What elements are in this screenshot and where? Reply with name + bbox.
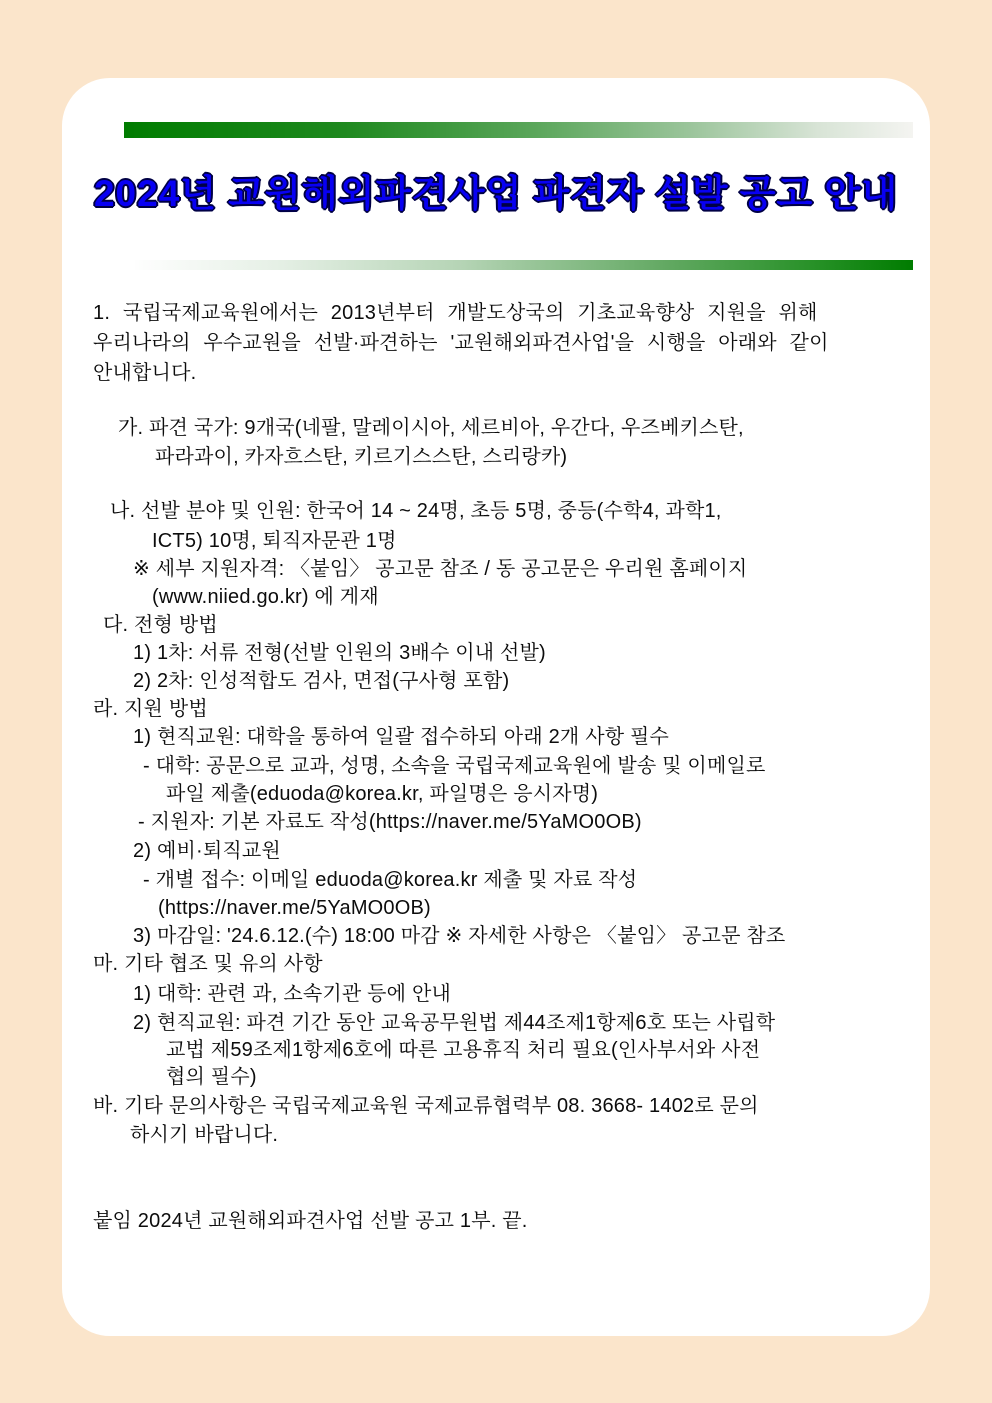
doc-line-da-heading: 다. 전형 방법	[103, 614, 218, 636]
doc-line-ra-2: 2) 예비·퇴직교원	[133, 840, 281, 862]
doc-line-ma-2: 2) 현직교원: 파견 기간 동안 교육공무원법 제44조제1항제6호 또는 사립학	[133, 1012, 776, 1034]
bottom-gradient-bar	[135, 260, 913, 270]
doc-line-note-2: (www.niied.go.kr) 에 게재	[152, 586, 379, 608]
doc-line-ma-heading: 마. 기타 협조 및 유의 사항	[93, 953, 323, 975]
doc-line-ra-2b: (https://naver.me/5YaMO0OB)	[158, 897, 431, 919]
doc-line-attachment: 붙임 2024년 교원해외파견사업 선발 공고 1부. 끝.	[93, 1210, 528, 1232]
doc-line-ra-1c: - 지원자: 기본 자료도 작성(https://naver.me/5YaMO0OB)	[138, 811, 642, 833]
doc-line-ra-3: 3) 마감일: '24.6.12.(수) 18:00 마감 ※ 자세한 사항은 〈붙임〉 공고문 참조	[133, 925, 786, 947]
doc-line-ra-1: 1) 현직교원: 대학을 통하여 일괄 접수하되 아래 2개 사항 필수	[133, 726, 670, 748]
doc-line-ga-1: 가. 파견 국가: 9개국(네팔, 말레이시아, 세르비아, 우간다, 우즈베키스탄,	[118, 417, 744, 439]
doc-line-ra-heading: 라. 지원 방법	[93, 698, 208, 720]
top-gradient-bar	[124, 122, 913, 138]
doc-line-ma-1: 1) 대학: 관련 과, 소속기관 등에 안내	[133, 983, 451, 1005]
doc-line-intro-3: 안내합니다.	[93, 362, 197, 384]
doc-line-ga-2: 파라과이, 카자흐스탄, 키르기스스탄, 스리랑카)	[155, 446, 568, 468]
doc-line-intro-1: 1. 국립국제교육원에서는 2013년부터 개발도상국의 기초교육향상 지원을 위해	[93, 302, 818, 324]
doc-line-na-1: 나. 선발 분야 및 인원: 한국어 14 ~ 24명, 초등 5명, 중등(수학4, 과학1,	[110, 500, 722, 522]
doc-line-ba-1: 바. 기타 문의사항은 국립국제교육원 국제교류협력부 08. 3668- 1402로 문의	[93, 1095, 759, 1117]
doc-line-ba-2: 하시기 바랍니다.	[130, 1124, 279, 1146]
doc-line-ma-2a: 교법 제59조제1항제6호에 따른 고용휴직 처리 필요(인사부서와 사전	[166, 1039, 761, 1061]
doc-line-ra-2a: - 개별 접수: 이메일 eduoda@korea.kr 제출 및 자료 작성	[143, 869, 638, 891]
doc-line-da-1: 1) 1차: 서류 전형(선발 인원의 3배수 이내 선발)	[133, 642, 546, 664]
doc-line-ra-1a: - 대학: 공문으로 교과, 성명, 소속을 국립국제교육원에 발송 및 이메일로	[143, 755, 766, 777]
doc-line-ma-2b: 협의 필수)	[166, 1066, 257, 1088]
doc-line-na-2: ICT5) 10명, 퇴직자문관 1명	[152, 530, 397, 552]
doc-line-ra-1b: 파일 제출(eduoda@korea.kr, 파일명은 응시자명)	[166, 783, 599, 805]
document-card	[62, 78, 930, 1336]
document-title: 2024년 교원해외파견사업 파견자 설발 공고 안내	[93, 173, 899, 214]
doc-line-note-1: ※ 세부 지원자격: 〈붙임〉 공고문 참조 / 동 공고문은 우리원 홈페이지	[133, 558, 748, 580]
doc-line-intro-2: 우리나라의 우수교원을 선발·파견하는 '교원해외파견사업'을 시행을 아래와 같이	[93, 332, 829, 354]
doc-line-da-2: 2) 2차: 인성적합도 검사, 면접(구사형 포함)	[133, 670, 510, 692]
